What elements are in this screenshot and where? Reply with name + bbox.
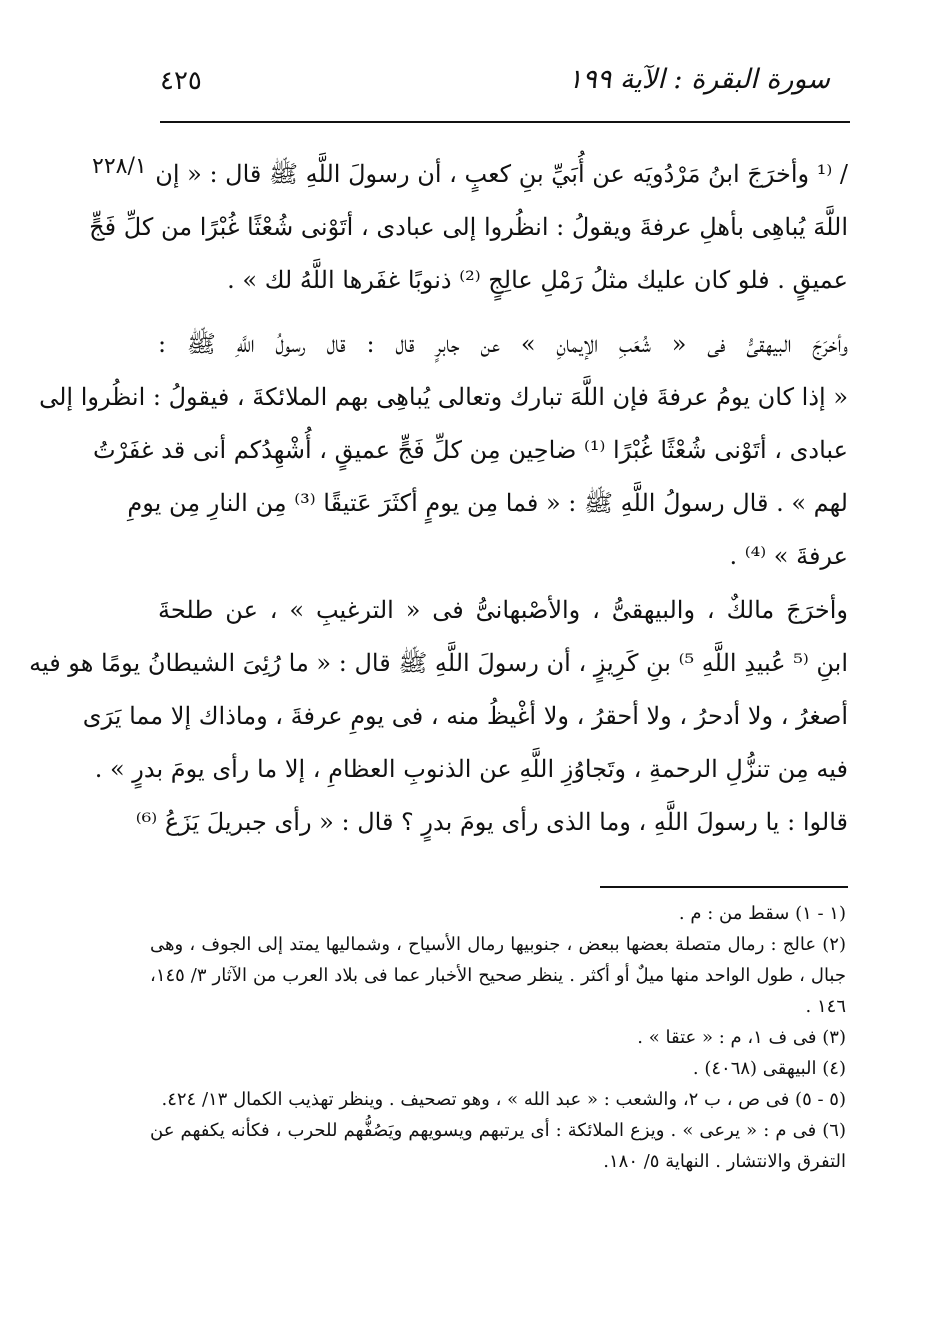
footnote-rule (600, 886, 848, 888)
text-line: وأخرَجَ البيهقىُّ فى « شُعَبِ الإيمانِ » عن جابرٍ قال : قال رسولُ اللَّهِ ﷺ : (158, 330, 848, 358)
running-title: سورة البقرة : الآية ١٩٩ (567, 64, 830, 95)
text-line: أصغرُ ، ولا أدحرُ ، ولا أحقرُ ، ولا أغْيظُ منه ، فى يومِ عرفةَ ، وماذاك إلا مما يَرَى (82, 702, 848, 730)
margin-reference: ٢٢٨/١ (92, 154, 147, 179)
text-line: / ⁽¹ وأخرَجَ ابنُ مَرْدُويَه عن أُبَيِّ بنِ كعبٍ ، أن رسولَ اللَّهِ ﷺ قال : « إن (155, 160, 848, 188)
footnote-5: (٥ - ٥) فى ص ، ب ٢، والشعب : « عبد الله » ، وهو تصحيف . وينظر تهذيب الكمال ١٣/ ٤٢٤. (161, 1089, 846, 1110)
text-line: وأخرَجَ مالكٌ ، والبيهقىُّ ، والأصْبهانىُّ فى « الترغيبِ » ، عن طلحةَ (158, 596, 848, 624)
footnote-6: (٦) فى م : « يرعى » . ويزع الملائكة : أى يرتبهم ويسويهم ويَصُفُّهم للحرب ، فكأنه يكفهم عن التفرق والانتشار . النهاية ٥/ ١٨٠. (150, 1120, 846, 1172)
text-line: « إذا كان يومُ عرفةَ فإن اللَّهَ تبارك وتعالى يُباهِى بهم الملائكةَ ، فيقولُ : انظُروا إلى (39, 383, 848, 411)
text-line: عبادى ، أتَوْنى شُعْثًا غُبْرًا ⁽¹⁾ ضاحِين مِن كلِّ فَجٍّ عميقٍ ، أُشْهِدُكم أنى قد غفَرْتُ (92, 436, 848, 464)
paragraph-2 (39, 318, 848, 590)
text-line: قالوا : يا رسولَ اللَّهِ ، وما الذى رأى يومَ بدرٍ ؟ قال : « رأى جبريلَ يَزَعُ ⁽⁶⁾ (135, 808, 848, 836)
page-number: ٤٢٥ (160, 66, 202, 96)
text-line: اللَّهَ يُباهِى بأهلِ عرفةَ ويقولُ : انظُروا إلى عبادى ، أتَوْنى شُعْثًا غُبْرًا من كلِّ فَجٍّ (89, 213, 848, 241)
page-header (160, 64, 850, 104)
header-rule (160, 121, 850, 123)
footnote-2: (٢) عالج : رمال متصلة بعضها ببعض ، جنوبيها رمال الأسياح ، وشماليها يمتد إلى الجوف ، وهى جبال ، طول الواحد منها ميلٌ أو أكثر . ينظر صحيح الأخبار عما فى بلاد العرب من الآثار ٣/ ١٤٥، ١٤٦ . (150, 934, 846, 1017)
text-line: لهم » . قال رسولُ اللَّهِ ﷺ : « فما مِن يومٍ أكثَرَ عَتيقًا ⁽³⁾ مِن النارِ مِن يومِ (127, 489, 848, 517)
paragraph-3 (29, 584, 848, 856)
footnote-4: (٤) البيهقى (٤٠٦٨) . (692, 1058, 846, 1079)
footnotes (150, 898, 846, 1177)
footnote-3: (٣) فى ف ١، م : « عتقا » . (637, 1027, 846, 1048)
text-line: عرفةَ » ⁽⁴⁾ . (729, 542, 848, 570)
footnote-1: (١ - ١) سقط من : م . (678, 903, 846, 924)
text-line: عميقٍ . فلو كان عليك مثلُ رَمْلِ عالِجٍ ⁽²⁾ ذنوبًا غفَرها اللَّهُ لك » . (227, 266, 848, 294)
text-line: ابنِ ⁽⁵ عُبيدِ اللَّهِ ⁵⁾ بنِ كَرِيزٍ ، أن رسولَ اللَّهِ ﷺ قال : « ما رُئِىَ الشيطانُ يومًا هو فيه (29, 649, 848, 677)
text-line: فيه مِن تنزُّلِ الرحمةِ ، وتَجاوُزِ اللَّهِ عن الذنوبِ العظامِ ، إلا ما رأى يومَ بدرٍ » . (94, 755, 848, 783)
